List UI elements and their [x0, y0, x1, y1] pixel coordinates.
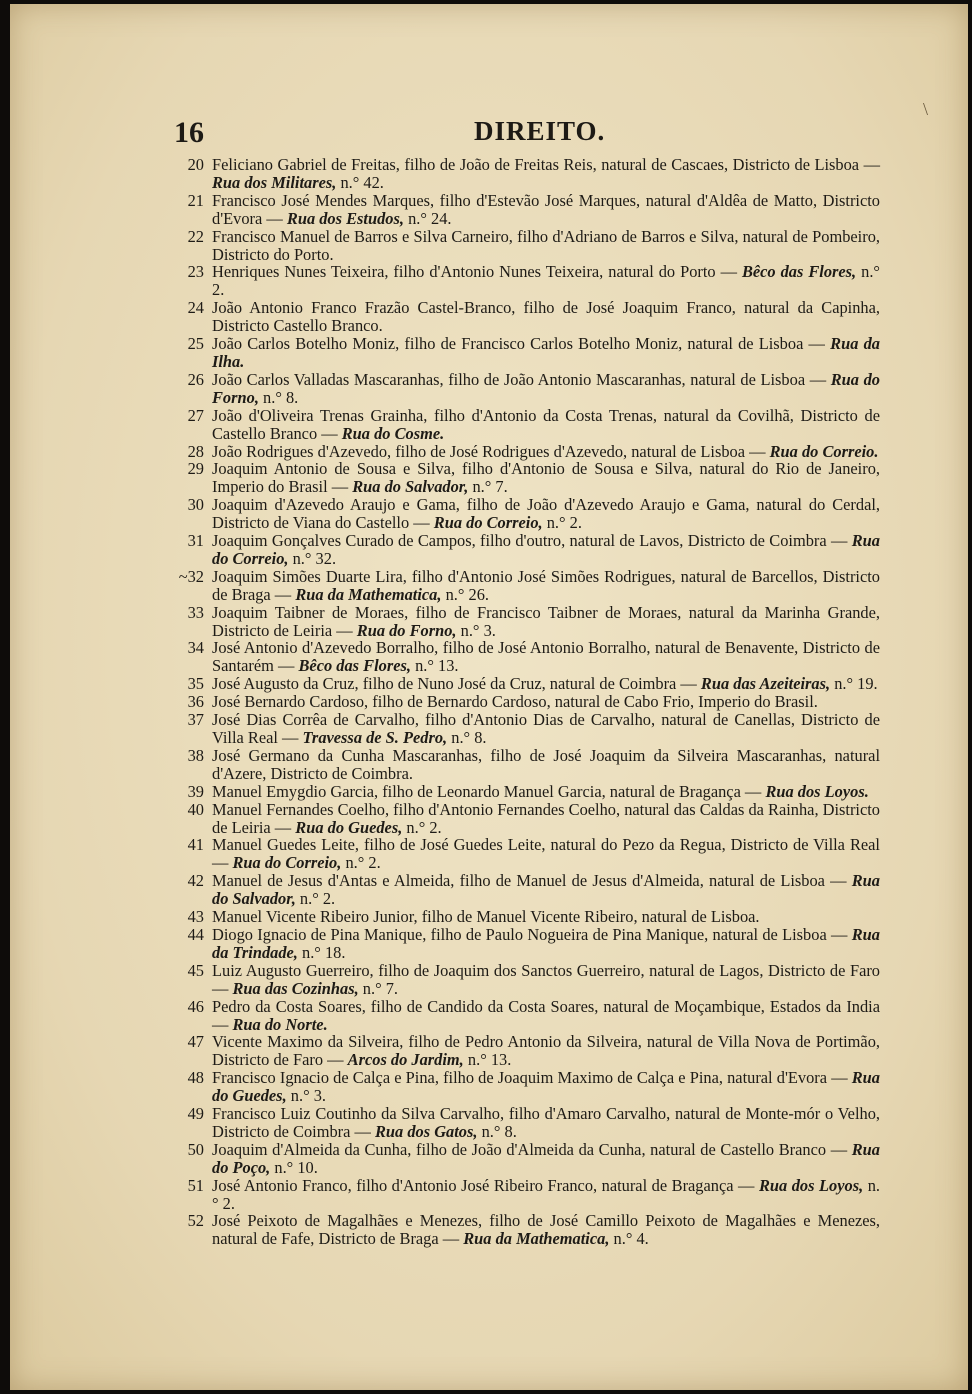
entry-text — [212, 334, 880, 371]
entry-body: João Carlos Botelho Moniz, filho de Francisco Carlos Botelho Moniz, natural de Lisboa — — [212, 334, 825, 354]
entry-text — [212, 692, 818, 711]
entry-text — [212, 1140, 880, 1177]
entry-number-suffix: n.° 2. — [345, 853, 381, 873]
entry-number: 28 — [187, 441, 204, 461]
entry-text — [212, 191, 880, 228]
entry-number-suffix: n.° 10. — [274, 1157, 318, 1177]
entry-street: Rua dos Estudos, — [286, 208, 404, 228]
entry-body: João Antonio Franco Frazão Castel-Branco, filho de José Joaquim Franco, natural da Capinha, Districto Castello Branco. — [212, 298, 880, 336]
list-item — [170, 407, 880, 443]
entry-text — [212, 370, 880, 407]
entry-number: ~32 — [178, 566, 204, 586]
list-item — [170, 1212, 880, 1248]
entry-number-suffix: n.° 18. — [302, 942, 346, 962]
entry-number: 47 — [187, 1032, 204, 1052]
entry-street: Rua das Cozinhas, — [232, 978, 359, 998]
entry-street: Travessa de S. Pedro, — [302, 728, 448, 747]
entry-body: José Antonio d'Azevedo Borralho, filho de José Antonio Borralho, natural de Benavente, Districto de Santarém — — [212, 638, 880, 676]
entry-number: 20 — [187, 155, 204, 174]
list-item — [170, 496, 880, 532]
corner-mark: \ — [922, 99, 928, 119]
list-item — [170, 532, 880, 568]
entry-number-suffix: n.° 2. — [212, 1175, 880, 1213]
entry-number: 35 — [187, 674, 204, 694]
entry-text — [212, 925, 880, 962]
entry-text — [212, 800, 880, 837]
entry-street: Bêco das Flores, — [298, 656, 411, 676]
entry-body: Joaquim Simões Duarte Lira, filho d'Antonio José Simões Rodrigues, natural de Barcellos, Districto de Braga — — [212, 566, 880, 604]
entry-number-suffix: n.° 8. — [481, 1121, 517, 1141]
entry-number: 42 — [187, 871, 204, 891]
list-item — [170, 192, 880, 228]
entry-text — [212, 1176, 880, 1213]
entry-text — [212, 442, 878, 461]
page-header — [174, 116, 882, 152]
list-item — [170, 872, 880, 908]
entry-body: João Rodrigues d'Azevedo, filho de José Rodrigues d'Azevedo, natural de Lisboa — — [212, 441, 766, 461]
entry-street: Rua do Correio, — [232, 853, 342, 873]
entry-number: 26 — [187, 369, 204, 389]
entry-number: 27 — [187, 405, 204, 425]
list-item — [170, 747, 880, 783]
entry-body: Manuel Fernandes Coelho, filho d'Antonio Fernandes Coelho, natural das Caldas da Rainha, Districto de Leiria — — [212, 799, 881, 837]
entry-number: 37 — [187, 710, 204, 730]
entry-number: 31 — [187, 531, 204, 551]
list-item — [170, 460, 880, 496]
entry-number-suffix: n.° 42. — [340, 172, 384, 192]
entry-body: Manuel Vicente Ribeiro Junior, filho de Manuel Vicente Ribeiro, natural de Lisboa. — [212, 907, 760, 927]
entry-body: Francisco Luiz Coutinho da Silva Carvalho, filho d'Amaro Carvalho, natural de Monte-mór o Velho, Districto de Coimbra — — [212, 1104, 880, 1141]
entry-number: 23 — [187, 262, 204, 282]
entry-street: Rua do Correio, — [433, 513, 543, 533]
entry-number: 45 — [187, 960, 204, 980]
entry-text — [212, 907, 760, 926]
list-item — [170, 711, 880, 747]
entry-text — [212, 674, 878, 693]
entry-number: 52 — [187, 1211, 204, 1231]
entry-street: Bêco das Flores, — [741, 262, 857, 282]
entry-body: Vicente Maximo da Silveira, filho de Pedro Antonio da Silveira, natural de Villa Nova de Portimão, Districto de Faro — — [212, 1032, 880, 1070]
entry-street: Rua das Azeiteiras, — [700, 674, 831, 694]
entry-number-suffix: n.° 2. — [299, 889, 336, 909]
entry-number-suffix: n.° 3. — [460, 620, 496, 640]
entry-number: 33 — [187, 602, 204, 622]
entry-number-suffix: n.° 13. — [415, 656, 459, 676]
entry-body: Manuel Emygdio Garcia, filho de Leonardo Manuel Garcia, natural de Bragança — — [212, 781, 762, 801]
list-item — [170, 675, 880, 693]
entry-street: Rua do Guedes, — [212, 1068, 880, 1106]
list-item — [170, 1141, 880, 1177]
entry-number: 21 — [187, 190, 204, 210]
entry-text — [212, 567, 880, 604]
list-item — [170, 783, 880, 801]
entry-street: Rua do Salvador, — [352, 477, 469, 497]
entry-number: 36 — [187, 692, 204, 712]
book-page — [10, 4, 968, 1390]
list-item — [170, 836, 880, 872]
list-item — [170, 1069, 880, 1105]
entry-number-suffix: n.° 7. — [472, 477, 508, 497]
entry-street: Rua do Norte. — [232, 1014, 328, 1034]
list-item — [170, 156, 880, 192]
entry-text — [212, 961, 880, 998]
entry-number-suffix: n.° 2. — [406, 817, 442, 837]
entry-text — [212, 298, 880, 335]
entry-number: 48 — [187, 1068, 204, 1088]
list-item — [170, 335, 880, 371]
entry-number: 24 — [187, 298, 204, 318]
entry-text — [212, 406, 880, 443]
entry-body: Pedro da Costa Soares, filho de Candido da Costa Soares, natural de Moçambique, Estados da India — — [212, 996, 880, 1034]
entry-street: Rua dos Loyos, — [758, 1175, 864, 1195]
entry-street: Rua do Guedes, — [295, 817, 403, 837]
list-item — [170, 693, 880, 711]
entry-body: José Bernardo Cardoso, filho de Bernardo Cardoso, natural de Cabo Frio, Imperio do Brasil. — [212, 692, 818, 712]
list-item — [170, 1105, 880, 1141]
entry-number-suffix: n.° 3. — [290, 1086, 327, 1106]
entry-body: Joaquim d'Almeida da Cunha, filho de João d'Almeida da Cunha, natural de Castello Branco — — [212, 1139, 848, 1159]
entry-number: 44 — [187, 924, 204, 944]
entry-text — [212, 782, 869, 801]
entry-body: José Antonio Franco, filho d'Antonio José Ribeiro Franco, natural de Bragança — — [212, 1175, 755, 1195]
entry-number-suffix: n.° 13. — [467, 1050, 512, 1070]
entry-number: 51 — [187, 1175, 204, 1195]
entry-street: Rua do Salvador, — [212, 871, 880, 909]
entry-number: 39 — [187, 781, 204, 801]
entry-street: Rua do Forno, — [212, 369, 880, 407]
entry-body: Joaquim Taibner de Moraes, filho de Francisco Taibner de Moraes, natural da Marinha Grande, Districto de Leiria — — [212, 602, 880, 640]
entry-text — [212, 871, 880, 908]
list-item — [170, 1033, 880, 1069]
list-item — [170, 1177, 880, 1213]
entry-number-suffix: n.° 8. — [451, 728, 487, 747]
entry-number-suffix: n.° 2. — [212, 262, 880, 300]
entry-number-suffix: n.° 8. — [263, 387, 299, 407]
entry-street: Rua da Mathematica, — [295, 584, 442, 604]
entry-number-suffix: n.° 19. — [834, 674, 878, 694]
entry-body: João d'Oliveira Trenas Grainha, filho d'Antonio da Costa Trenas, natural da Covilhã, Districto de Castello Branco — — [212, 405, 880, 443]
entry-street: Rua do Forno, — [356, 620, 457, 640]
running-title: DIREITO. — [474, 116, 606, 146]
entry-street: Arcos do Jardim, — [347, 1050, 464, 1070]
entry-street: Rua da Ilha. — [212, 334, 880, 371]
entry-number-suffix: n.° 7. — [362, 978, 399, 998]
entry-street: Rua dos Militares, — [212, 172, 337, 192]
entry-body: José Germano da Cunha Mascaranhas, filho de José Joaquim da Silveira Mascaranhas, natural d'Azere, Districto de Coimbra. — [212, 745, 880, 783]
entry-number: 49 — [187, 1104, 204, 1124]
entry-number: 29 — [187, 459, 204, 479]
entry-text — [212, 710, 880, 747]
list-item — [170, 371, 880, 407]
entry-street: Rua do Correio. — [769, 441, 879, 461]
entry-number: 40 — [187, 799, 204, 819]
entry-body: Joaquim Antonio de Sousa e Silva, filho d'Antonio de Sousa e Silva, natural do Rio de Janeiro, Imperio do Brasil — — [212, 459, 880, 497]
entry-body: Henriques Nunes Teixeira, filho d'Antonio Nunes Teixeira, natural do Porto — — [212, 262, 737, 282]
entry-street: Rua do Cosme. — [341, 423, 445, 443]
entry-text — [212, 531, 880, 568]
list-item — [170, 926, 880, 962]
entry-number-suffix: n.° 32. — [292, 548, 337, 568]
entry-number: 30 — [187, 495, 204, 515]
entry-number: 50 — [187, 1139, 204, 1159]
entry-number: 25 — [187, 334, 204, 354]
entry-number: 34 — [187, 638, 204, 658]
entry-body: Joaquim d'Azevedo Araujo e Gama, filho de João d'Azevedo Araujo e Gama, natural do Cerdal, Districto de Viana do Castello — — [212, 495, 880, 533]
entry-text — [212, 459, 880, 496]
entry-text — [212, 1032, 880, 1069]
entry-text — [212, 1211, 880, 1248]
entry-text — [212, 746, 880, 783]
entry-text — [212, 1104, 880, 1141]
entry-body: Joaquim Gonçalves Curado de Campos, filho d'outro, natural de Lavos, Districto de Coimbra — — [212, 531, 848, 551]
list-item — [170, 443, 880, 461]
entry-number: 46 — [187, 996, 204, 1016]
entry-street: Rua dos Loyos. — [765, 781, 869, 801]
entry-number-suffix: n.° 24. — [408, 208, 452, 228]
entry-text — [212, 835, 880, 872]
entry-number: 41 — [187, 835, 204, 855]
list-item — [170, 639, 880, 675]
entry-text — [212, 638, 880, 675]
entry-street: Rua dos Gatos, — [374, 1121, 478, 1141]
entry-body: Luiz Augusto Guerreiro, filho de Joaquim dos Sanctos Guerreiro, natural de Lagos, Districto de Faro — — [212, 960, 880, 998]
list-item — [170, 263, 880, 299]
entry-body: José Dias Corrêa de Carvalho, filho d'Antonio Dias de Carvalho, natural de Canellas, Districto de Villa Real — — [212, 710, 880, 747]
entry-text — [212, 997, 880, 1034]
entry-number-suffix: n.° 26. — [445, 584, 490, 604]
page-number: 16 — [174, 116, 204, 149]
entry-text — [212, 155, 880, 192]
list-item — [170, 568, 880, 604]
entry-body: João Carlos Valladas Mascaranhas, filho de João Antonio Mascaranhas, natural de Lisboa — — [212, 369, 827, 389]
list-item — [170, 228, 880, 264]
entry-body: José Augusto da Cruz, filho de Nuno José da Cruz, natural de Coimbra — — [212, 674, 697, 694]
entry-text — [212, 227, 880, 264]
entry-text — [212, 495, 880, 532]
entry-street: Rua do Poço, — [212, 1139, 880, 1177]
entry-number: 43 — [187, 907, 204, 927]
entry-body: Francisco Ignacio de Calça e Pina, filho de Joaquim Maximo de Calça e Pina, natural d'Evora — — [212, 1068, 848, 1088]
entry-number: 38 — [187, 745, 204, 765]
entry-street: Rua da Trindade, — [212, 924, 880, 962]
entry-body: Francisco Manuel de Barros e Silva Carneiro, filho d'Adriano de Barros e Silva, natural de Pombeiro, Districto do Porto. — [212, 226, 880, 264]
student-list — [170, 156, 880, 1248]
entry-body: Manuel Guedes Leite, filho de José Guedes Leite, natural do Pezo da Regua, Districto de Villa Real — — [212, 835, 880, 873]
list-item — [170, 299, 880, 335]
list-item — [170, 998, 880, 1034]
entry-body: Manuel de Jesus d'Antas e Almeida, filho de Manuel de Jesus d'Almeida, natural de Lisboa — — [212, 871, 847, 891]
list-item — [170, 962, 880, 998]
list-item — [170, 908, 880, 926]
list-item — [170, 604, 880, 640]
entry-number: 22 — [187, 226, 204, 246]
entry-number-suffix: n.° 2. — [546, 513, 582, 533]
entry-street: Rua do Correio, — [212, 531, 880, 568]
entry-text — [212, 1068, 880, 1105]
entry-text — [212, 262, 880, 299]
entry-street: Rua da Mathematica, — [463, 1229, 610, 1249]
entry-text — [212, 603, 880, 640]
entry-body: Feliciano Gabriel de Freitas, filho de João de Freitas Reis, natural de Cascaes, Districto de Lisboa — — [212, 155, 880, 174]
entry-number-suffix: n.° 4. — [613, 1229, 649, 1249]
entry-body: Diogo Ignacio de Pina Manique, filho de Paulo Nogueira de Pina Manique, natural de Lisboa — — [212, 924, 848, 944]
entry-body: Francisco José Mendes Marques, filho d'Estevão José Marques, natural d'Aldêa de Matto, Districto d'Evora — — [212, 190, 880, 228]
list-item — [170, 801, 880, 837]
entry-body: José Peixoto de Magalhães e Menezes, filho de José Camillo Peixoto de Magalhães e Menezes, natural de Fafe, Districto de Braga — — [212, 1211, 880, 1249]
